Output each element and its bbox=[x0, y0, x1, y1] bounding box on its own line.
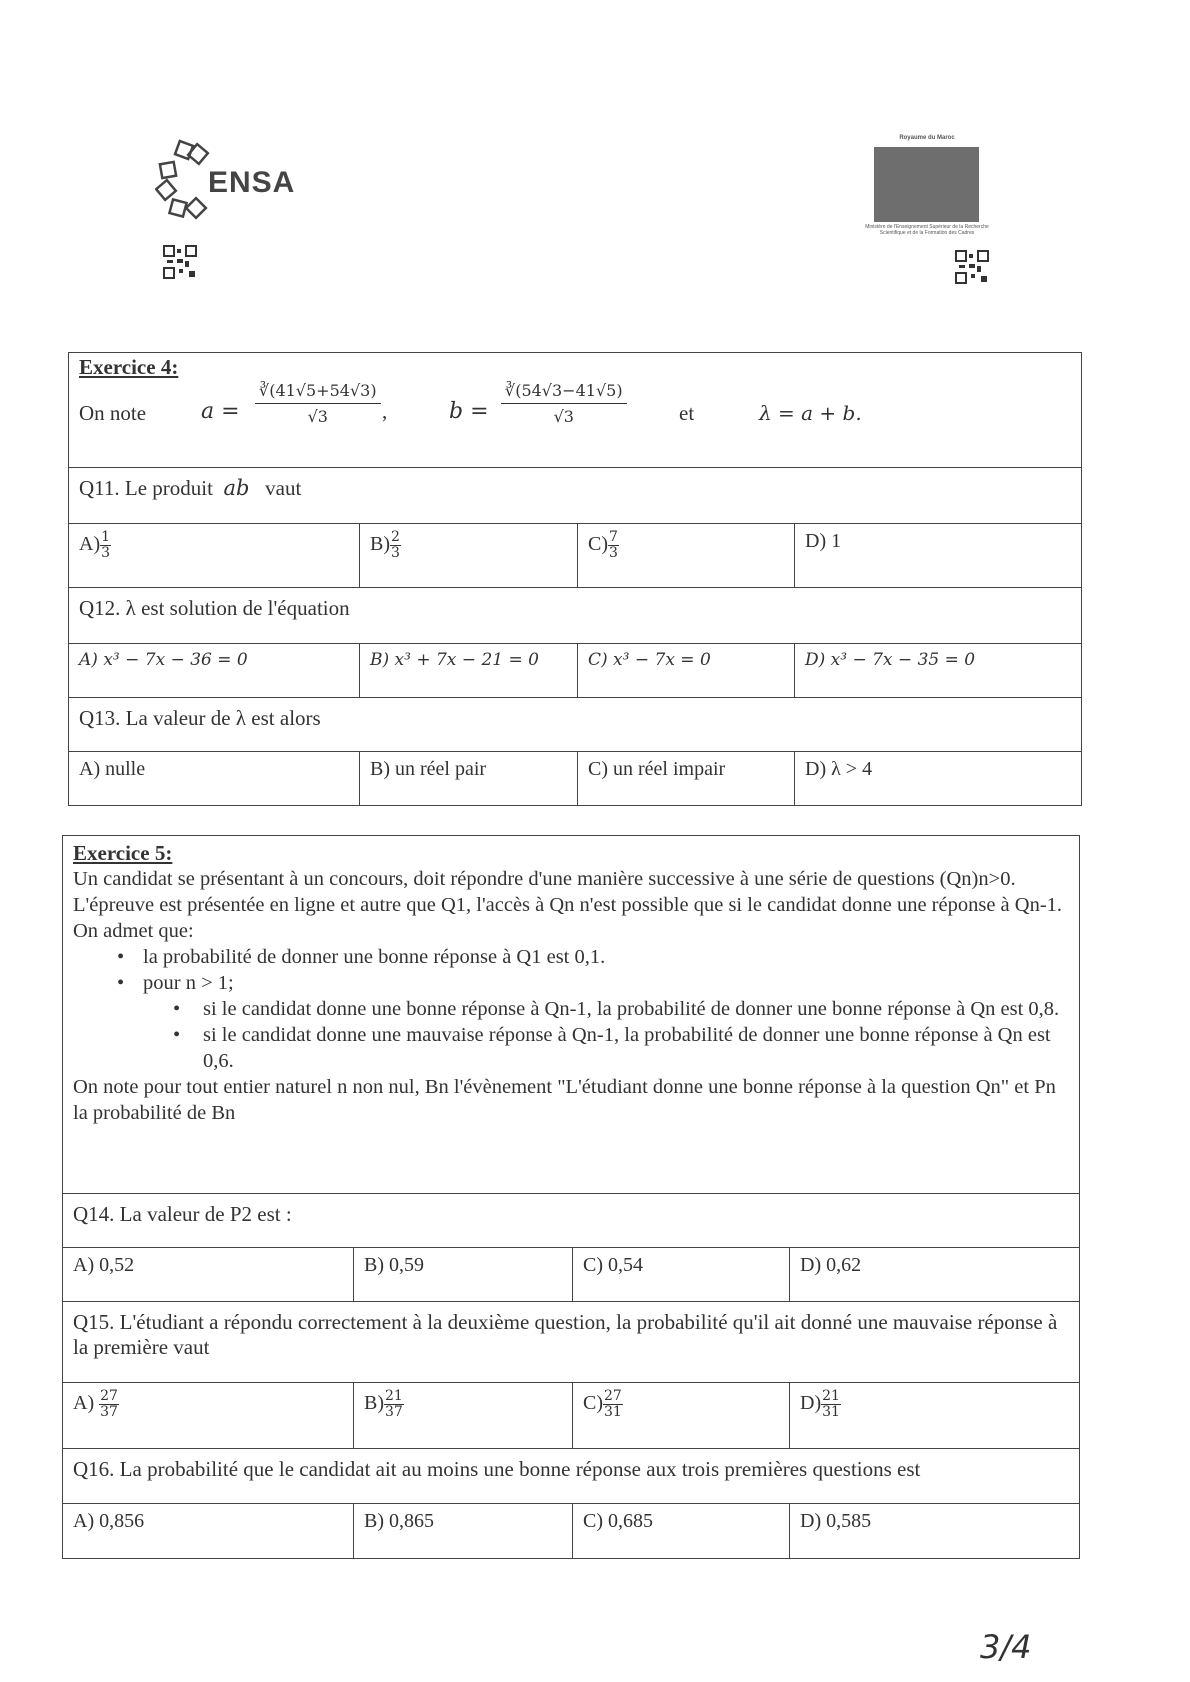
intro-lead: On note bbox=[79, 401, 147, 425]
b-numerator: ∛(54√3−41√5) bbox=[501, 381, 627, 404]
answer-option[interactable]: D) $\frac{21}{31}$ bbox=[789, 1383, 1079, 1449]
bullet-item: • pour n > 1; bbox=[73, 970, 1067, 996]
ensa-logo-text: ENSA bbox=[208, 166, 296, 199]
question-12: Q12. λ est solution de l'équation bbox=[79, 596, 350, 620]
answer-option[interactable]: A) x³ − 7x − 36 = 0 bbox=[79, 650, 248, 670]
bullet-item: • la probabilité de donner une bonne réponse à Q1 est 0,1. bbox=[73, 944, 1067, 970]
sub-bullet-item: • si le candidat donne une mauvaise réponse à Qn-1, la probabilité de donner une bonne réponse à Qn est 0,6. bbox=[73, 1022, 1067, 1074]
answer-option[interactable]: D) x³ − 7x − 35 = 0 bbox=[794, 644, 1081, 698]
question-15: Q15. L'étudiant a répondu correctement à la deuxième question, la probabilité qu'il ait donné une mauvaise réponse à la première vaut bbox=[73, 1310, 1058, 1359]
answer-option[interactable]: C) $\frac{7}{3}$ bbox=[577, 524, 795, 588]
answers-row bbox=[69, 523, 1081, 588]
question-14: Q14. La valeur de P2 est : bbox=[73, 1202, 292, 1226]
question-row bbox=[69, 697, 1081, 752]
a-denominator: √3 bbox=[307, 407, 328, 426]
statement-paragraph: On note pour tout entier naturel n non nul, Bn l'évènement "L'étudiant donne une bonne réponse à la question Qn" et Pn la probabilité de Bn bbox=[73, 1076, 1056, 1124]
ministry-emblem bbox=[865, 135, 989, 245]
answer-option[interactable]: A) 0,856 bbox=[73, 1510, 145, 1532]
sub-bullet-item: • si le candidat donne une bonne réponse à Qn-1, la probabilité de donner une bonne réponse à Qn est 0,8. bbox=[73, 996, 1067, 1022]
answer-option[interactable]: C) 0,685 bbox=[572, 1504, 790, 1559]
answer-option[interactable]: C) x³ − 7x = 0 bbox=[577, 644, 795, 698]
answers-row bbox=[69, 643, 1081, 698]
qr-code-icon bbox=[955, 250, 989, 284]
answer-option[interactable]: B) 0,59 bbox=[353, 1248, 573, 1302]
exercise-title: Exercice 5: bbox=[73, 841, 173, 865]
answer-option[interactable]: A) $\frac{1}{3}$ bbox=[79, 529, 111, 561]
a-numerator: ∛(41√5+54√3) bbox=[255, 381, 381, 404]
a-variable: a = bbox=[201, 399, 240, 424]
answer-option[interactable]: C) 0,54 bbox=[572, 1248, 790, 1302]
comma: , bbox=[382, 399, 388, 423]
question-row bbox=[69, 467, 1081, 524]
answer-option[interactable]: A) $\frac{27}{37}$ bbox=[73, 1388, 118, 1420]
b-fraction bbox=[501, 381, 627, 426]
exercise-4-box bbox=[68, 352, 1082, 806]
question-row bbox=[63, 1193, 1079, 1248]
question-13: Q13. La valeur de λ est alors bbox=[79, 706, 321, 730]
emblem-bottom-text: Ministère de l'Enseignement Supérieur de la Recherche Scientifique et de la Formation des Cadres bbox=[865, 224, 989, 236]
answer-option[interactable]: C) $\frac{27}{31}$ bbox=[572, 1383, 790, 1449]
answers-row bbox=[63, 1503, 1079, 1559]
answer-option[interactable]: B) un réel pair bbox=[359, 752, 578, 806]
question-16: Q16. La probabilité que le candidat ait au moins une bonne réponse aux trois premières questions est bbox=[73, 1457, 921, 1481]
qr-code-icon bbox=[163, 245, 197, 279]
emblem-image bbox=[874, 147, 979, 222]
answers-row bbox=[69, 751, 1081, 806]
answer-option[interactable]: A) nulle bbox=[79, 758, 146, 780]
b-denominator: √3 bbox=[553, 407, 574, 426]
a-fraction bbox=[255, 381, 381, 426]
answer-option[interactable]: B) x³ + 7x − 21 = 0 bbox=[359, 644, 578, 698]
statement-paragraph: Un candidat se présentant à un concours, doit répondre d'une manière successive à une série de questions (Qn)n>0. L'épreuve est présentée en ligne et autre que Q1, l'accès à Qn n'est possible que si le candidat donne une réponse à Qn-1. On admet que: bbox=[73, 868, 1063, 942]
answer-option[interactable]: B) $\frac{2}{3}$ bbox=[359, 524, 578, 588]
answer-option[interactable]: B) 0,865 bbox=[353, 1504, 573, 1559]
ensa-flower-icon bbox=[155, 135, 215, 235]
question-row bbox=[69, 587, 1081, 644]
question-row bbox=[63, 1301, 1079, 1383]
answers-row bbox=[63, 1247, 1079, 1302]
answers-row bbox=[63, 1382, 1079, 1449]
exercise-title: Exercice 4: bbox=[79, 355, 179, 379]
exercise-5-statement bbox=[73, 840, 1067, 1126]
exercise-4-intro bbox=[79, 353, 1071, 467]
et-word: et bbox=[679, 401, 695, 425]
answer-option[interactable]: A) 0,52 bbox=[73, 1254, 135, 1276]
page-number: 3/4 bbox=[980, 1628, 1032, 1666]
question-row bbox=[63, 1448, 1079, 1504]
answer-option[interactable]: D) 0,585 bbox=[789, 1504, 1079, 1559]
answer-option[interactable]: D) λ > 4 bbox=[794, 752, 1081, 806]
answer-option[interactable]: C) un réel impair bbox=[577, 752, 795, 806]
answer-option[interactable]: B) $\frac{21}{37}$ bbox=[353, 1383, 573, 1449]
exercise-5-box bbox=[62, 835, 1080, 1559]
answer-option[interactable]: D) 0,62 bbox=[789, 1248, 1079, 1302]
lambda-definition: λ = a + b. bbox=[759, 401, 862, 425]
b-variable: b = bbox=[449, 399, 489, 424]
question-11: Q11. Le produit ab vaut bbox=[79, 476, 302, 500]
emblem-top-text: Royaume du Maroc bbox=[899, 135, 955, 141]
answer-option[interactable]: D) 1 bbox=[794, 524, 1081, 588]
